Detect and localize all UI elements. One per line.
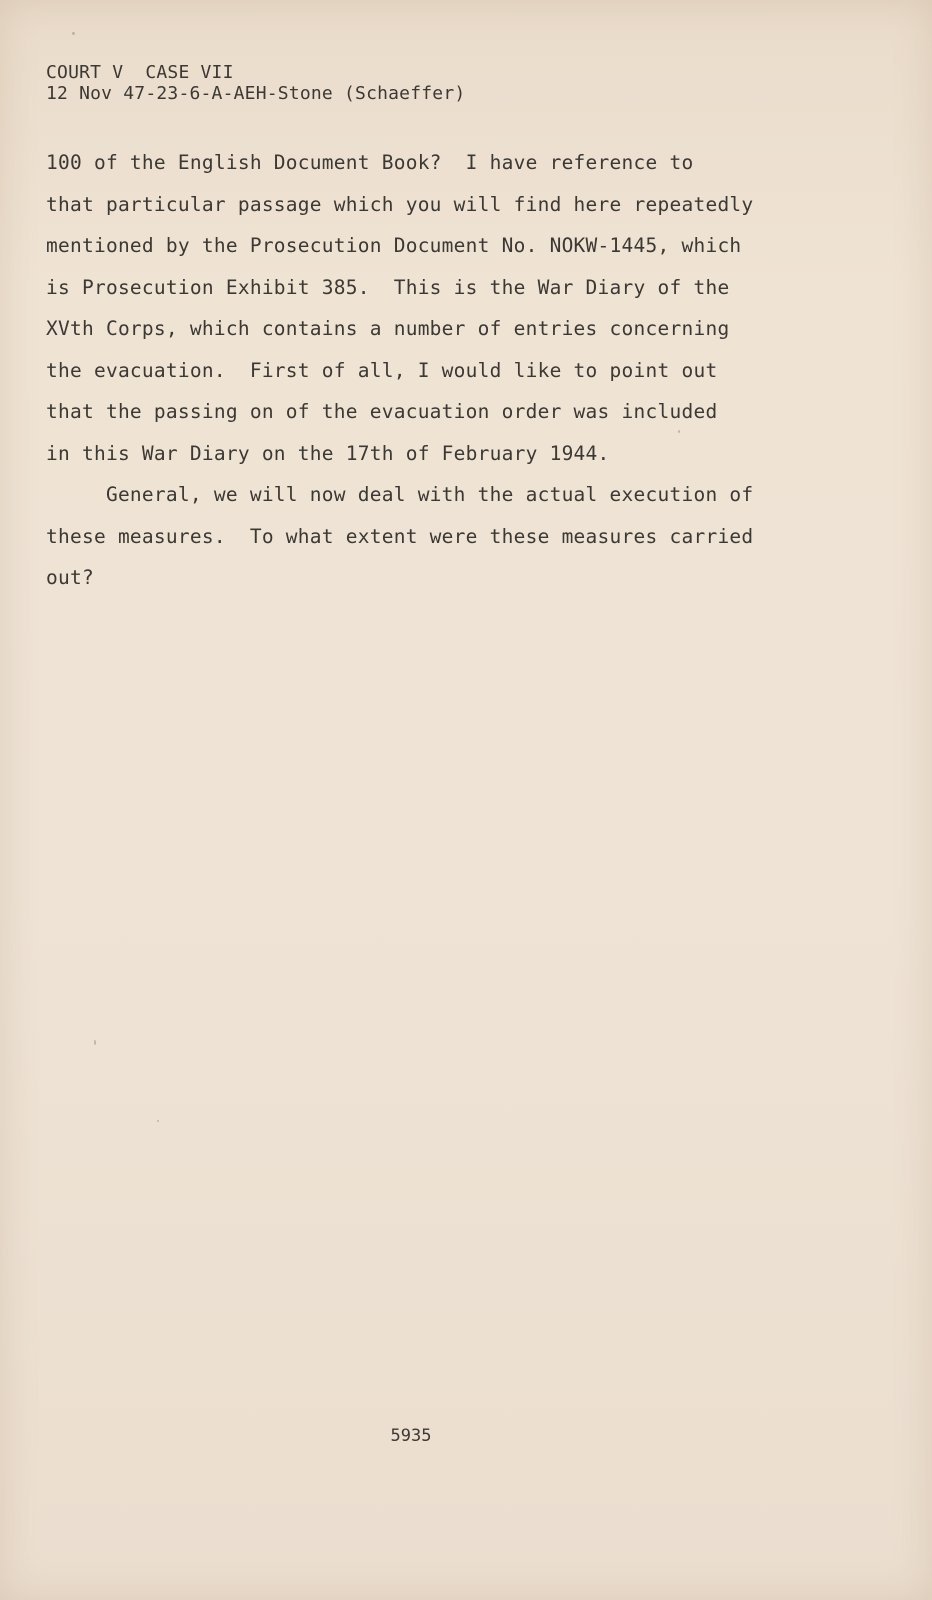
- paper-speck: [72, 32, 75, 35]
- transcript-line: these measures. To what extent were these measures carried: [46, 524, 754, 548]
- paper-speck: [94, 1040, 96, 1045]
- date-reference-line: 12 Nov 47-23-6-A-AEH-Stone (Schaeffer): [46, 83, 466, 104]
- transcript-line: is Prosecution Exhibit 385. This is the War Diary of the: [46, 275, 730, 299]
- transcript-line: that particular passage which you will find here repeatedly: [46, 192, 754, 216]
- transcript-line: mentioned by the Prosecution Document No. NOKW-1445, which: [46, 234, 742, 257]
- transcript-line: General, we will now deal with the actual execution of: [46, 483, 754, 506]
- transcript-line: that the passing on of the evacuation order was included: [46, 400, 718, 423]
- transcript-body: [46, 142, 886, 599]
- paper-speck: [678, 430, 680, 433]
- document-header: [46, 62, 465, 104]
- transcript-line: 100 of the English Document Book? I have reference to: [46, 151, 694, 174]
- transcript-line: out?: [46, 566, 94, 589]
- court-case-line: COURT V CASE VII: [46, 62, 234, 83]
- transcript-line: in this War Diary on the 17th of February 1944.: [46, 441, 610, 465]
- transcript-line: XVth Corps, which contains a number of entries concerning: [46, 317, 730, 340]
- page-number: 5935: [390, 1426, 432, 1446]
- transcript-line: the evacuation. First of all, I would like to point out: [46, 358, 718, 382]
- paper-speck: [157, 1120, 159, 1122]
